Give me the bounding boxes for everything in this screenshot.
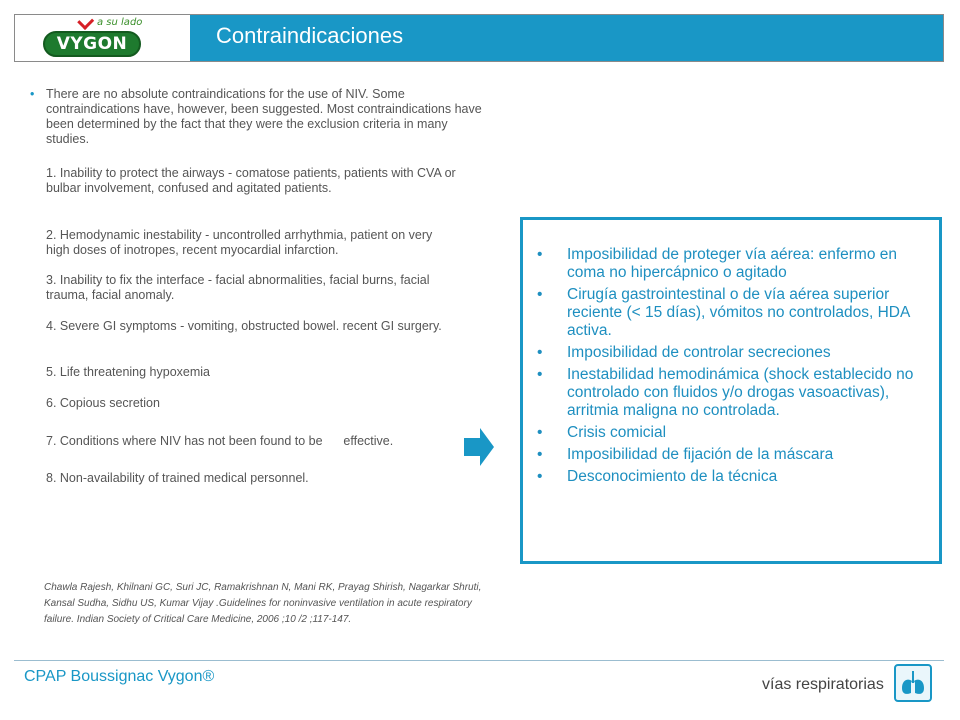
list-item [537,286,933,340]
list-bullet: • [537,286,543,303]
logo-check-mark [77,13,94,30]
footer-product-name: CPAP Boussignac Vygon® [24,668,215,685]
title-bar [190,15,943,61]
list-item-text: Cirugía gastrointestinal o de vía aérea superior reciente (< 15 días), vómitos no controlados, HDA activa. [567,286,910,339]
reference-citation: Chawla Rajesh, Khilnani GC, Suri JC, Ramakrishnan N, Mani RK, Prayag Shirish, Nagarkar Shruti, Kansal Sudha, Sidhu US, Kumar Vijay .Guidelines for noninvasive ventilation in acute respiratory failure. Indian Society of Critical Care Medicine, 2006 ;10 /2 ;117-147. [44,582,482,625]
list-item [537,366,933,420]
list-bullet: • [537,344,543,361]
spanish-list [537,246,933,490]
list-item-text: Inestabilidad hemodinámica (shock establecido no controlado con fluidos y/o drogas vasoactivas), arritmia maligna no controlada. [567,366,914,419]
list-bullet: • [537,446,543,463]
footer-section-name: vías respiratorias [762,676,884,693]
spanish-contraindications-box [520,217,942,564]
list-item: 1. Inability to protect the airways - comatose patients, patients with CVA or bulbar involvement, confused and agitated patients. [46,166,456,195]
list-bullet: • [537,468,543,485]
list-item [537,424,933,442]
english-contraindications [30,87,490,147]
list-item: 2. Hemodynamic inestability - uncontrolled arrhythmia, patient on very high doses of inotropes, recent myocardial infarction. [46,228,433,257]
list-item: 6. Copious secretion [46,396,160,410]
intro-paragraph [30,87,490,147]
list-bullet: • [537,424,543,441]
list-item: 7. Conditions where NIV has not been found to be effective. [46,434,394,448]
vygon-logo [15,15,178,61]
list-bullet: • [537,366,543,383]
lungs-icon [894,664,932,702]
list-item: 8. Non-availability of trained medical personnel. [46,471,309,485]
list-item [537,344,933,362]
list-item-text: Imposibilidad de controlar secreciones [567,344,831,361]
list-item [537,246,933,282]
slide-header [14,14,944,62]
list-item-text: Imposibilidad de proteger vía aérea: enfermo en coma no hipercápnico o agitado [567,246,898,281]
list-item [537,468,933,486]
logo-brand: VYGON [43,31,141,57]
list-item: 3. Inability to fix the interface - facial abnormalities, facial burns, facial trauma, facial anomaly. [46,273,430,302]
list-item-text: Desconocimiento de la técnica [567,468,778,485]
list-item-text: Imposibilidad de fijación de la máscara [567,446,834,463]
list-bullet: • [537,246,543,263]
list-item-text: Crisis comicial [567,424,667,441]
lungs-icon-graphic [896,666,930,700]
intro-bullet: • [30,87,35,101]
intro-text: There are no absolute contraindications for the use of NIV. Some contraindications have, however, been suggested. Most contraindications have been determined by the fact that they were the exclusion criteria in many studies. [46,87,482,146]
footer-divider [14,660,944,661]
arrow-right-icon [464,428,494,466]
list-item [537,446,933,464]
list-item: 5. Life threatening hypoxemia [46,365,210,379]
list-item: 4. Severe GI symptoms - vomiting, obstructed bowel. recent GI surgery. [46,319,442,333]
logo-tagline: a su lado [97,17,143,28]
slide-title: Contraindicaciones [216,23,404,48]
